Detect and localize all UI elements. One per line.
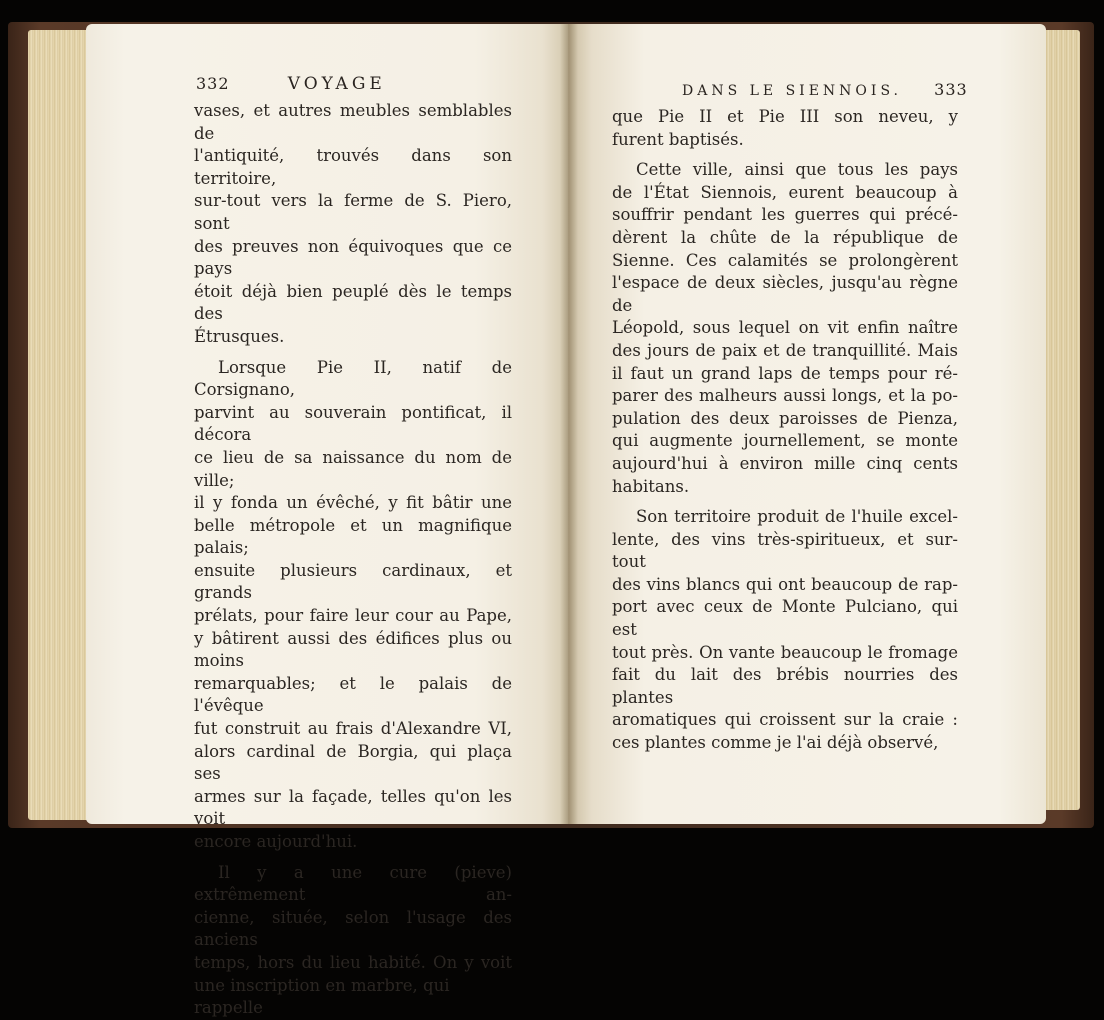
text-line: prélats, pour faire leur cour au Pape,: [194, 606, 512, 626]
text-line: pulation des deux paroisses de Pienza,: [612, 408, 958, 428]
text-line: l'antiquité, trouvés dans son territoire,: [194, 146, 512, 188]
text-line: vases, et autres meubles semblables de: [194, 101, 512, 143]
paragraph: [194, 357, 512, 854]
text-line: alors cardinal de Borgia, qui plaça ses: [194, 741, 512, 784]
text-line: ces plantes comme je l'ai déjà observé,: [612, 733, 939, 753]
text-line: Sienne. Ces calamités se prolongèrent: [612, 250, 958, 270]
text-line: habitans.: [612, 476, 690, 496]
text-line: étoit déjà bien peuplé dès le temps des: [194, 281, 512, 324]
text-line: Son territoire produit de l'huile excel-: [636, 507, 958, 527]
right-page-number: 333: [934, 80, 968, 99]
right-page-edges: [1040, 30, 1080, 810]
text-line: fait du lait des brébis nourries des plantes: [612, 665, 958, 707]
text-line: une inscription en marbre, qui rappelle: [194, 975, 450, 1018]
right-page-header: [682, 80, 968, 99]
text-line: remarquables; et le palais de l'évêque: [194, 673, 512, 716]
left-page-header: [196, 74, 386, 94]
text-line: fut construit au frais d'Alexandre VI,: [194, 719, 512, 739]
text-line: l'espace de deux siècles, jusqu'au règne de: [612, 273, 958, 315]
text-line: aromatiques qui croissent sur la craie :: [612, 710, 958, 730]
paragraph: [194, 100, 512, 349]
left-page-number: 332: [196, 74, 230, 93]
text-line: belle métropole et un magnifique palais;: [194, 515, 512, 558]
text-line: des preuves non équivoques que ce pays: [194, 236, 512, 279]
text-line: sur-tout vers la ferme de S. Piero, sont: [194, 191, 512, 233]
text-line: cienne, située, selon l'usage des anciens: [194, 907, 512, 950]
text-line: dèrent la chûte de la république de: [612, 227, 958, 247]
text-line: ce lieu de sa naissance du nom de ville;: [194, 447, 512, 490]
right-running-head: DANS LE SIENNOIS.: [682, 83, 902, 99]
paragraph: [194, 862, 512, 1020]
text-line: tout près. On vante beaucoup le fromage: [612, 642, 958, 662]
paragraph: [612, 506, 958, 755]
text-line: temps, hors du lieu habité. On y voit: [194, 952, 512, 972]
text-line: armes sur la façade, telles qu'on les voit: [194, 786, 512, 829]
text-line: il faut un grand laps de temps pour ré-: [612, 363, 958, 383]
text-line: y bâtirent aussi des édifices plus ou moins: [194, 628, 512, 671]
book-gutter: [560, 24, 578, 824]
text-line: encore aujourd'hui.: [194, 832, 358, 851]
paragraph: [612, 106, 958, 151]
text-line: parvint au souverain pontificat, il décora: [194, 402, 512, 445]
paragraph: [612, 159, 958, 498]
text-line: des vins blancs qui ont beaucoup de rap-: [612, 574, 958, 594]
text-line: port avec ceux de Monte Pulciano, qui est: [612, 597, 958, 640]
text-line: il y fonda un évêché, y fit bâtir une: [194, 493, 512, 513]
text-line: que Pie II et Pie III son neveu, y: [612, 107, 958, 126]
text-line: ensuite plusieurs cardinaux, et grands: [194, 560, 512, 603]
right-page-text: [612, 106, 958, 755]
text-line: furent baptisés.: [612, 129, 744, 149]
text-line: Lorsque Pie II, natif de Corsignano,: [194, 357, 512, 400]
left-running-head: VOYAGE: [287, 74, 386, 94]
text-line: parer des malheurs aussi longs, et la po-: [612, 386, 958, 406]
text-line: aujourd'hui à environ mille cinq cents: [612, 453, 958, 473]
text-line: Étrusques.: [194, 326, 285, 346]
text-line: Léopold, sous lequel on vit enfin naître: [612, 318, 958, 338]
text-line: de l'État Siennois, eurent beaucoup à: [612, 182, 958, 202]
text-line: lente, des vins très-spiritueux, et sur-tout: [612, 529, 958, 572]
text-line: des jours de paix et de tranquillité. Mais: [612, 340, 958, 360]
text-line: Cette ville, ainsi que tous les pays: [636, 160, 958, 180]
text-line: qui augmente journellement, se monte: [612, 431, 958, 451]
text-line: souffrir pendant les guerres qui précé-: [612, 205, 958, 225]
text-line: Il y a une cure (pieve) extrêmement an-: [194, 862, 512, 905]
left-page-text: [194, 100, 512, 1020]
